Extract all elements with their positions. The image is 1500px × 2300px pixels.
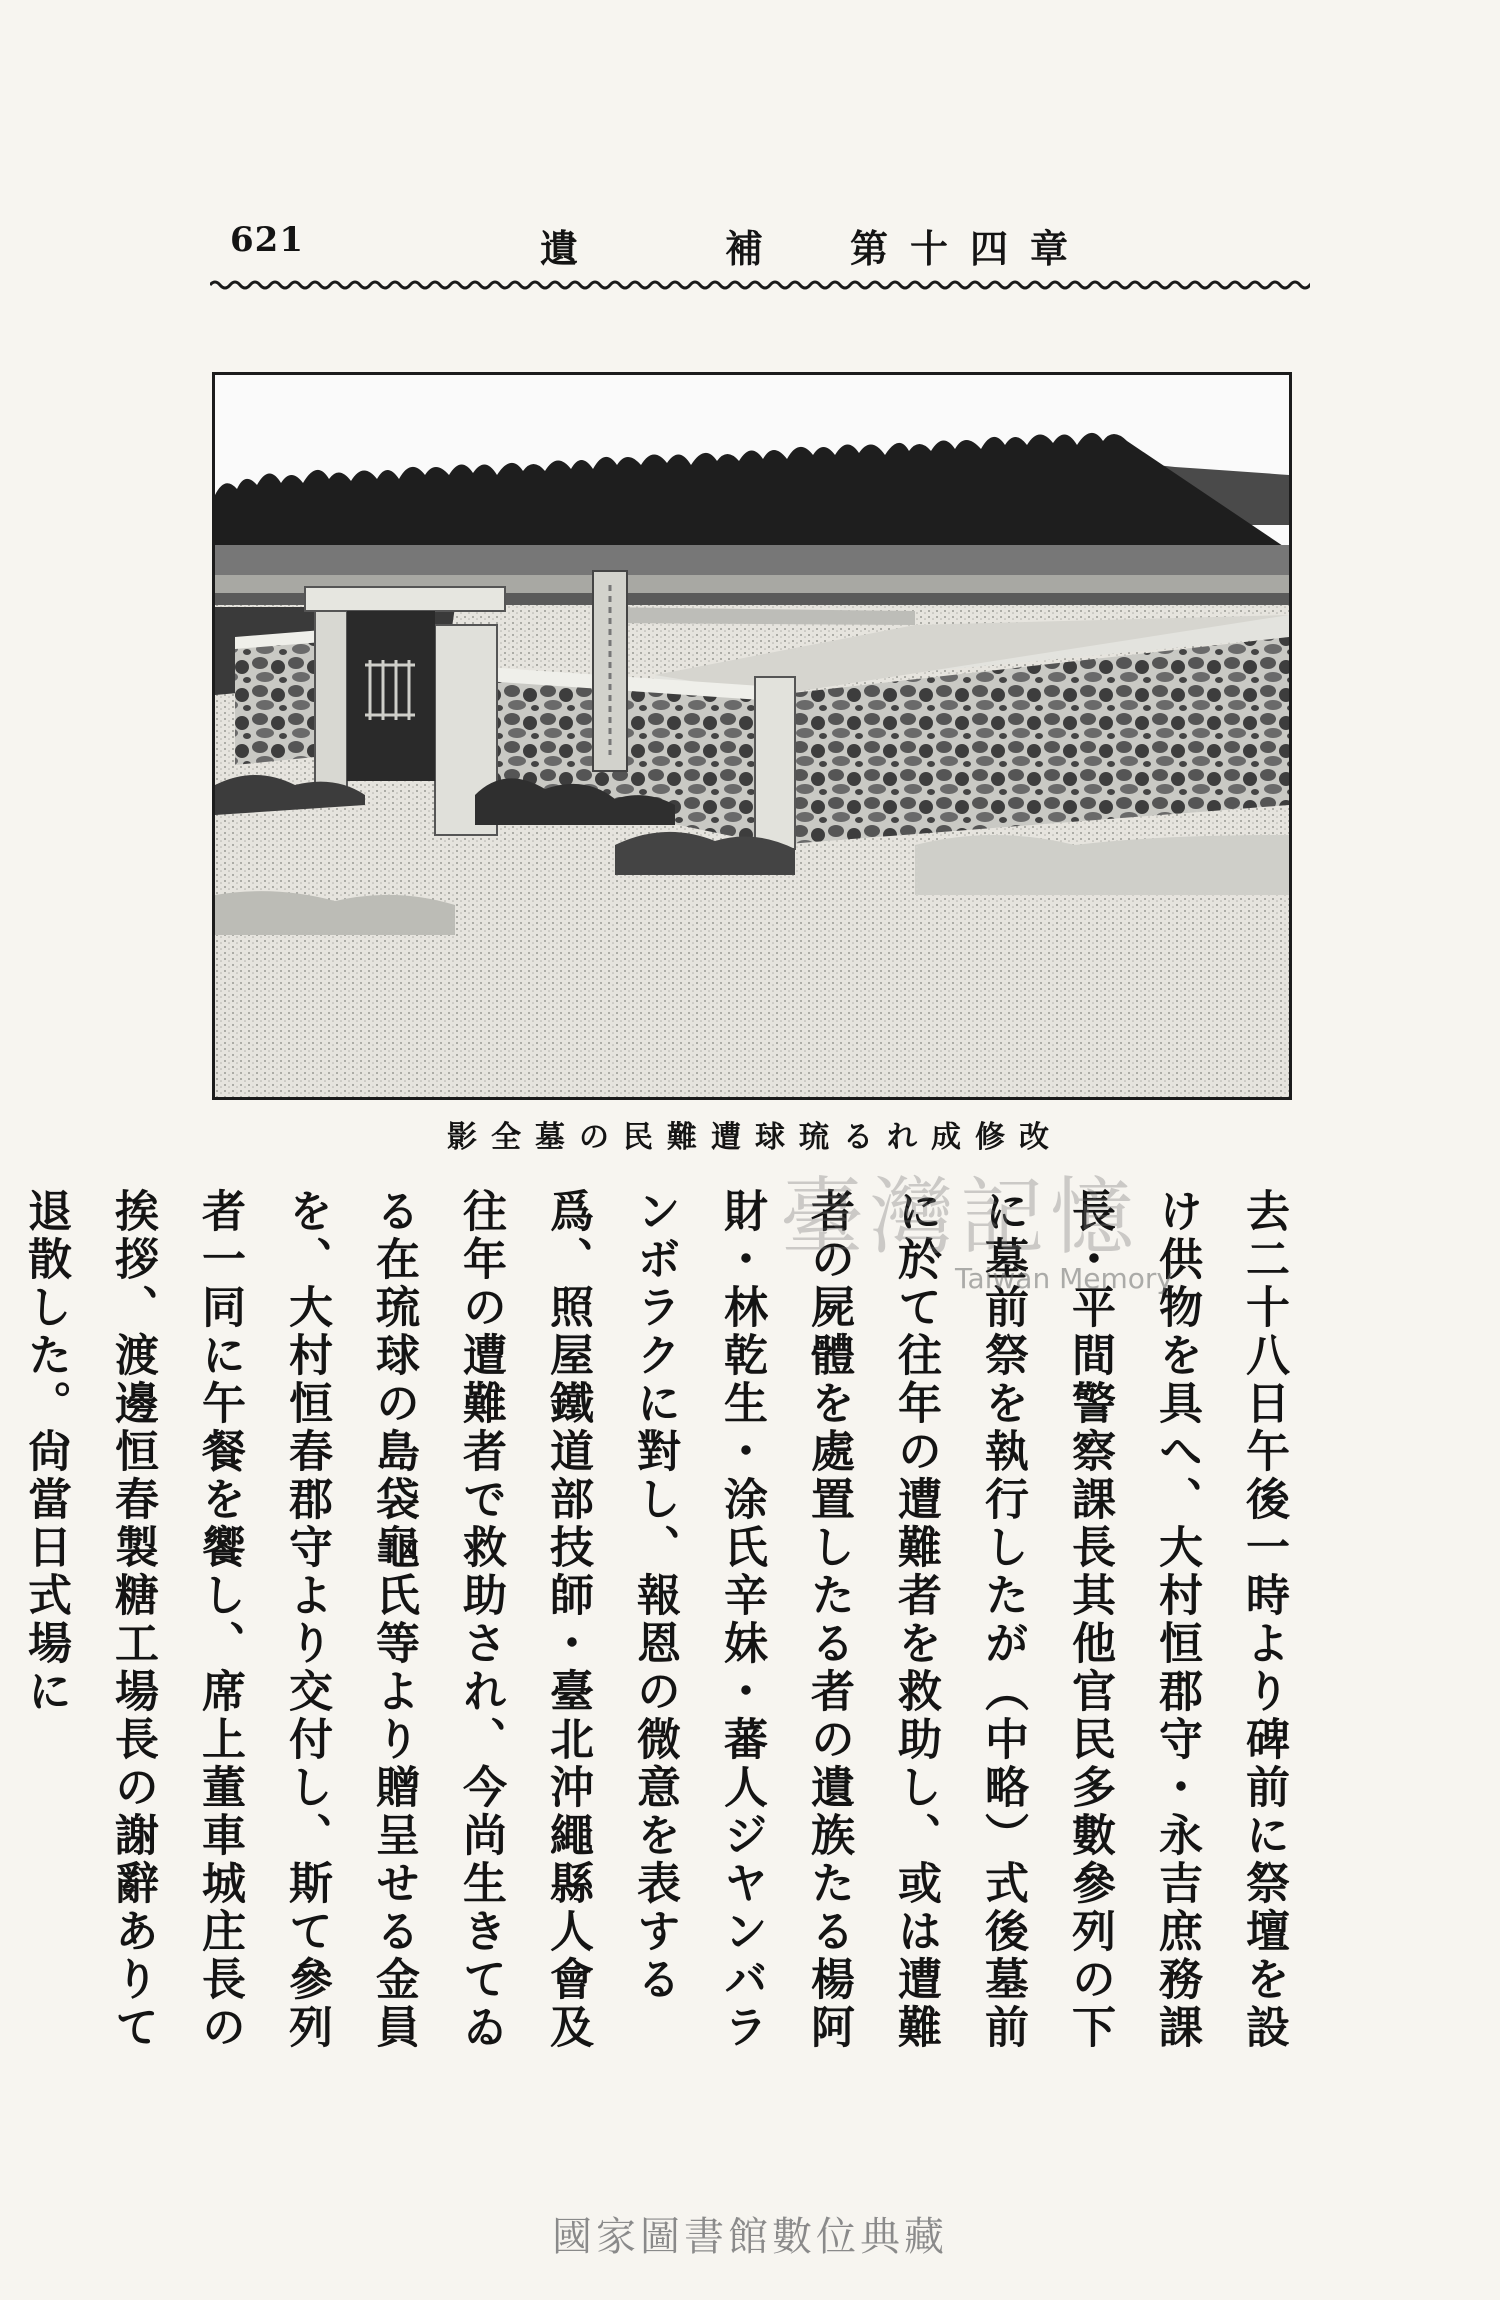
tomb-photo-illustration [215,375,1289,1097]
page-number: 621 [230,220,304,260]
header-char-left: 遺 [540,226,579,271]
chapter-title: 第十四章 [850,226,1091,271]
body-text [20,1188,1307,2058]
body-paragraph: 去二十八日午後一時より碑前に祭壇を設け供物を具へ、大村恒郡守・永吉庶務課長・平間警察課長其他官民多數參列の下に墓前祭を執行したが（中略）式後墓前に於て往年の遭難者を救助し、或は遭難者の屍體を處置したる者の遺族たる楊阿財・林乾生・涂氏辛妹・蕃人ジヤンバランボラクに對し、報恩の微意を表する爲、照屋鐵道部技師・臺北沖繩縣人會及往年の遭難者で救助され、今尚生きてゐる在琉球の島袋龜氏等より贈呈せる金員を、大村恒春郡守より交付し、斯て參列者一同に午餐を饗し、席上董車城庄長の挨拶、渡邊恒春製糖工場長の謝辭ありて退散した。尙當日式場に [20,1188,1289,2052]
running-header [210,220,1310,280]
watermark-title: 臺灣記憶 [780,1168,1141,1266]
header-char-right: 補 [725,226,764,271]
watermark-subtitle: Taiwan Memory [955,1262,1173,1295]
photo-caption: 改修成れる琉球遭難民の墓全影 [447,1120,1063,1155]
header-rule [210,278,1310,292]
library-footer: 國家圖書館數位典藏 [552,2214,948,2260]
tomb-photograph [212,372,1292,1100]
